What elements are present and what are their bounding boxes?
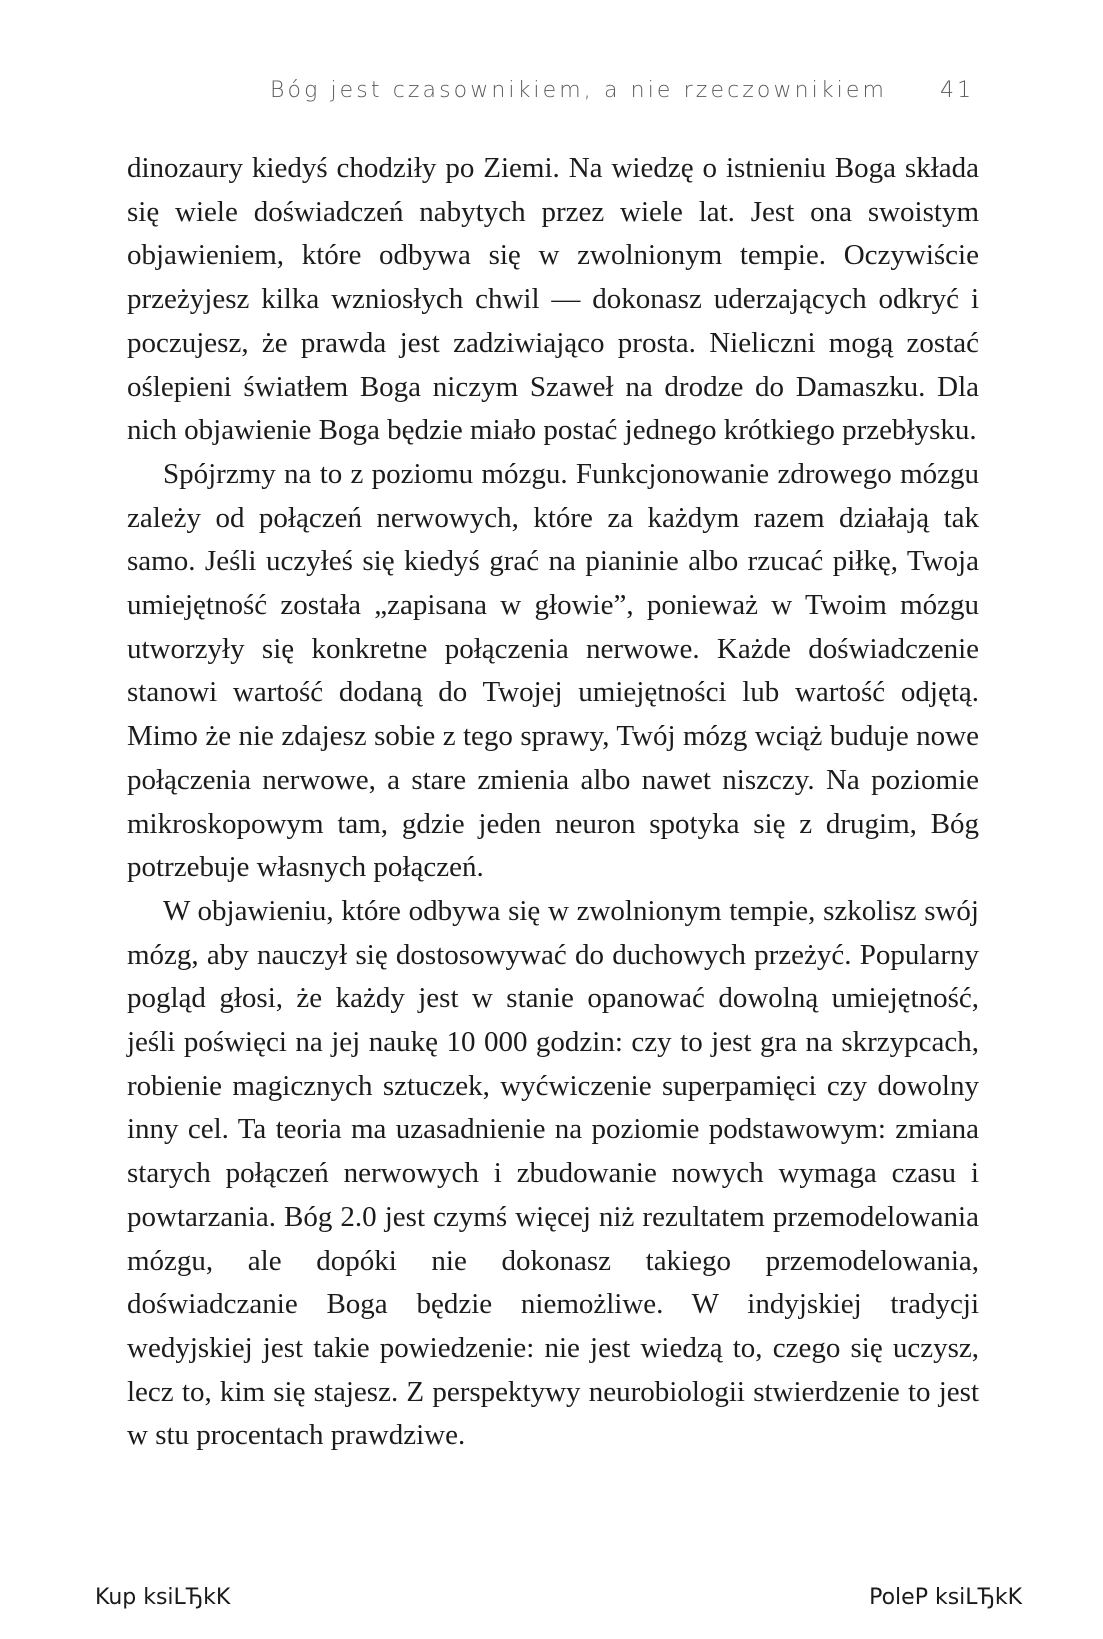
paragraph-2: Spójrzmy na to z poziomu mózgu. Funkcjonowanie zdrowego mózgu zależy od połączeń nerwowych, które za każdym razem działają tak samo. Jeśli uczyłeś się kiedyś grać na pianinie albo rzucać piłkę, Twoja umiejętność została „zapisana w głowie”, ponieważ w Twoim mózgu utworzyły się konkretne połączenia nerwowe. Każde doświadczenie stanowi wartość dodaną do Twojej umiejętności lub wartość odjętą. Mimo że nie zdajesz sobie z tego sprawy, Twój mózg wciąż buduje nowe połączenia nerwowe, a stare zmienia albo nawet niszczy. Na poziomie mikroskopowym tam, gdzie jeden neuron spotyka się z drugim, Bóg potrzebuje własnych połączeń.	[127, 457, 979, 884]
buy-book-link[interactable]: Kup ksiLЂkK	[95, 1585, 231, 1610]
page-number: 41	[940, 78, 975, 103]
recommend-book-link[interactable]: PoleP ksiLЂkK	[869, 1585, 1022, 1610]
running-title: Bóg jest czasownikiem, a nie rzeczownikiem	[270, 78, 888, 103]
footer	[0, 1585, 1103, 1617]
running-header	[0, 78, 1103, 114]
paragraph-3: W objawieniu, które odbywa się w zwolnionym tempie, szkolisz swój mózg, aby nauczył się dostosowywać do duchowych przeżyć. Popularny pogląd głosi, że każdy jest w stanie opanować dowolną umiejętność, jeśli poświęci na jej naukę 10 000 godzin: czy to jest gra na skrzypcach, robienie magicznych sztuczek, wyćwiczenie superpamięci czy dowolny inny cel. Ta teoria ma uzasadnienie na poziomie podstawowym: zmiana starych połączeń nerwowych i zbudowanie nowych wymaga czasu i powtarzania. Bóg 2.0 jest czymś więcej niż rezultatem przemodelowania mózgu, ale dopóki nie dokonasz takiego przemodelowania, doświadczanie Boga będzie niemożliwe. W indyjskiej tradycji wedyjskiej jest takie powiedzenie: nie jest wiedzą to, czego się uczysz, lecz to, kim się stajesz. Z perspektywy neurobiologii stwierdzenie to jest w stu procentach prawdziwe.	[127, 894, 979, 1452]
paragraph-1: dinozaury kiedyś chodziły po Ziemi. Na wiedzę o istnieniu Boga składa się wiele doświadczeń nabytych przez wiele lat. Jest ona swoistym objawieniem, które odbywa się w zwolnionym tempie. Oczywiście przeżyjesz kilka wzniosłych chwil — dokonasz uderzających odkryć i poczujesz, że prawda jest zadziwiająco prosta. Nieliczni mogą zostać oślepieni światłem Boga niczym Szaweł na drodze do Damaszku. Dla nich objawienie Boga będzie miało postać jednego krótkiego przebłysku.	[127, 152, 979, 447]
body-text	[127, 147, 979, 1458]
